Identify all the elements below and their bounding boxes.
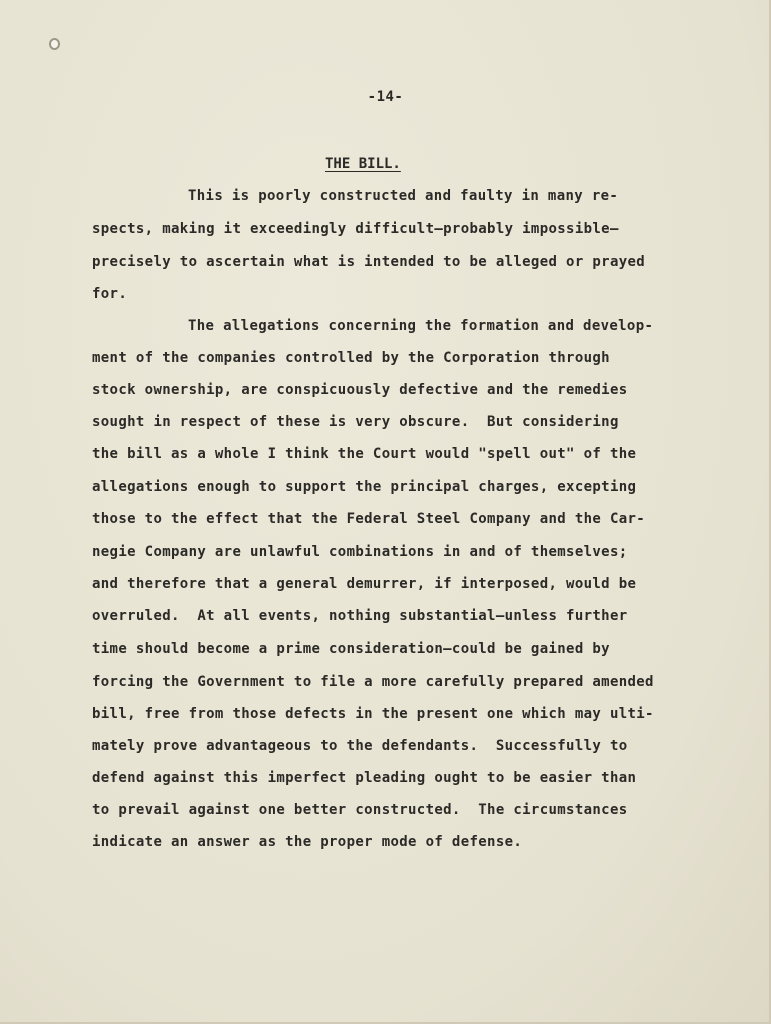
text-line: The allegations concerning the formation and develop- xyxy=(188,318,654,334)
text-line: defend against this imperfect pleading ought to be easier than xyxy=(92,770,637,786)
text-line: allegations enough to support the principal charges, excepting xyxy=(92,479,637,495)
text-line: overruled. At all events, nothing substantial—unless further xyxy=(92,608,628,624)
text-line: to prevail against one better constructed. The circumstances xyxy=(92,802,628,818)
text-line: the bill as a whole I think the Court would "spell out" of the xyxy=(92,446,637,462)
text-line: mately prove advantageous to the defendants. Successfully to xyxy=(92,738,628,754)
text-line: spects, making it exceedingly difficult—probably impossible— xyxy=(92,221,619,237)
text-line: precisely to ascertain what is intended to be alleged or prayed xyxy=(92,254,646,270)
text-line: ment of the companies controlled by the Corporation through xyxy=(92,350,610,366)
text-line: sought in respect of these is very obscure. But considering xyxy=(92,414,619,430)
page-number: -14- xyxy=(367,89,404,105)
text-line: and therefore that a general demurrer, if interposed, would be xyxy=(92,576,637,592)
text-line: for. xyxy=(92,286,128,302)
text-line: time should become a prime consideration—could be gained by xyxy=(92,641,610,657)
text-line: bill, free from those defects in the present one which may ulti- xyxy=(92,706,654,722)
text-line: indicate an answer as the proper mode of defense. xyxy=(92,834,523,850)
text-line: stock ownership, are conspicuously defective and the remedies xyxy=(92,382,628,398)
text-line: negie Company are unlawful combinations in and of themselves; xyxy=(92,544,628,560)
section-heading: THE BILL. xyxy=(325,156,401,172)
text-line: forcing the Government to file a more carefully prepared amended xyxy=(92,674,654,690)
text-line: This is poorly constructed and faulty in many re- xyxy=(188,188,619,204)
punch-hole xyxy=(49,38,60,50)
text-line: those to the effect that the Federal Steel Company and the Car- xyxy=(92,511,646,527)
